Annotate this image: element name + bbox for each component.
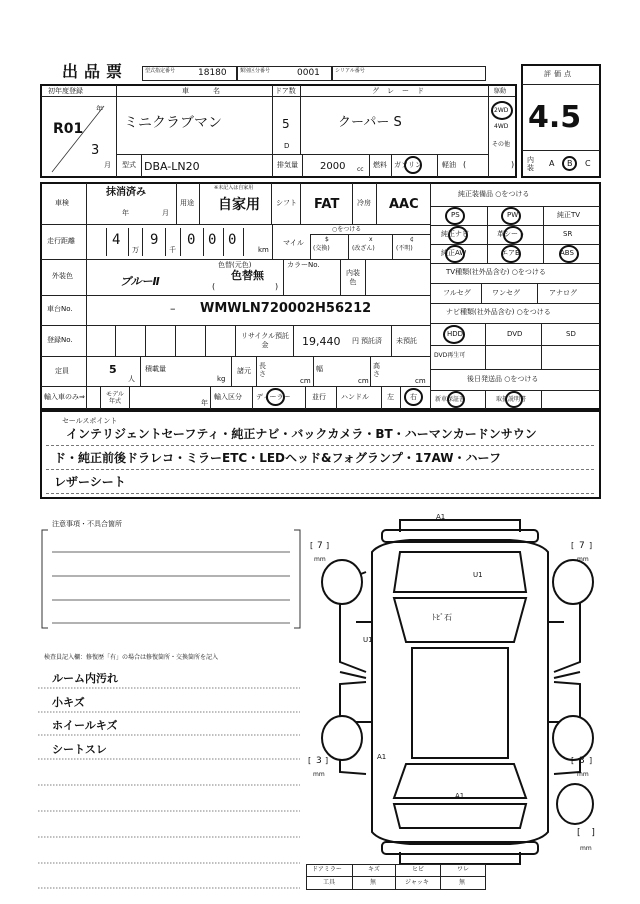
later-title: 後日発送品 ○をつける [467, 375, 539, 383]
equipment-title: 純正装備品 ○をつける [458, 190, 530, 198]
dim-width: 幅 [316, 365, 323, 373]
equip-airbag-circle [501, 245, 521, 263]
tire-fl-close: ] [326, 541, 330, 550]
serial-label: シリアル番号 [335, 68, 365, 74]
model-label: 型式 [122, 161, 136, 169]
doors-label: ドア数 [275, 87, 296, 95]
dim-width-cm: cm [358, 377, 369, 385]
tire-rl-open: [ [308, 756, 312, 765]
sales-line-1: インテリジェントセーフティ・純正ナビ・バックカメラ・BT・ハーマンカードンサウン [66, 427, 537, 441]
dims-label: 諸元 [237, 367, 251, 375]
equip-ps-circle [445, 207, 465, 225]
import-dealer: ディーラー [256, 393, 291, 401]
capacity-label: 定員 [55, 367, 69, 375]
sales-points-label: セールスポイント [62, 417, 118, 425]
tool-label-2: 無 [370, 879, 377, 886]
equip-leather: 革シート [497, 230, 525, 238]
equip-navi-circle [448, 226, 468, 244]
drive-2wd-circle [491, 101, 513, 120]
equip-aw: 純正AW [441, 249, 467, 257]
tire-fl-mm: mm [314, 556, 326, 563]
handle-left: 左 [387, 393, 394, 401]
later-warranty-circle [447, 391, 465, 408]
mark-rear: A1 [455, 792, 465, 800]
recycle-deposited: 預託済 [361, 337, 382, 345]
dealer-circle [266, 388, 285, 406]
inspector-label: 検査員記入欄：修復歴「有」の場合は修復箇所・交換箇所を記入 [44, 654, 219, 661]
capacity-value: 5 [109, 363, 117, 376]
paren-close-1: ) [511, 160, 515, 169]
tool-header-4: ワレ [457, 866, 470, 873]
first-reg-month: 3 [91, 143, 100, 158]
interior-color-label: 内装色 [346, 269, 360, 286]
color-label: 外装色 [52, 272, 73, 280]
equip-pw: PW [507, 211, 519, 219]
fuel-value: ガソリン [394, 161, 422, 169]
mark-left-front: U1 [363, 636, 373, 644]
recycle-unit: 円 [352, 337, 359, 345]
class-no-label: 類別区分番号 [240, 68, 271, 74]
paren-open-1: ( [463, 160, 467, 169]
month-unit: 月 [104, 161, 111, 169]
mileage-sen: 千 [169, 246, 176, 254]
first-reg-label: 初年度登録 [48, 87, 83, 95]
later-warranty: 新車保証書 [435, 396, 466, 403]
tool-header-1: ドアミラー [312, 866, 342, 873]
year-unit: 年 [96, 105, 103, 113]
repaint-label: 色替(元色) [218, 261, 252, 269]
equip-tv: 純正TV [557, 211, 581, 219]
navi-title: ナビ種類(社外品含む) ○をつける [446, 308, 551, 316]
equip-ps: PS [451, 211, 460, 219]
inspector-lines [38, 685, 303, 895]
chassis-dash: – [170, 302, 176, 315]
equip-abs: ABS [560, 249, 574, 257]
import-class-label: 輸入区分 [214, 393, 242, 401]
mileage-km: km [258, 246, 269, 254]
chassis-value: WMWLN720002H56212 [200, 301, 372, 316]
navi-dvd: DVD [507, 330, 523, 338]
mark-front: A1 [436, 513, 446, 521]
ac-value: AAC [389, 197, 419, 212]
type-no-label: 型式指定番号 [145, 68, 176, 74]
tire-rr: 3 [579, 756, 585, 766]
equip-sr: SR [563, 230, 573, 238]
tv-full: フルセグ [443, 289, 471, 297]
shift-value: FAT [314, 197, 340, 212]
car-diagram [320, 512, 595, 872]
odo-mark-unknown: ¢ [410, 236, 414, 243]
usage-value: 自家用 [218, 197, 260, 213]
load-label: 積載量 [145, 365, 166, 373]
tire-rr-mm: mm [577, 771, 589, 778]
displacement-label: 排気量 [277, 161, 298, 169]
handle-label: ハンドル [341, 393, 369, 401]
inspector-entry-1: ルーム内汚れ [52, 672, 118, 685]
color-value: ブルーⅡ [120, 275, 160, 288]
tv-title: TV種類(社外品含む) ○をつける [446, 268, 546, 276]
mile-label: マイル [283, 239, 304, 247]
tool-header-2: キズ [368, 866, 380, 873]
recycle-amount: 19,440 [302, 335, 341, 348]
notes-label: 注意事項・不具合箇所 [52, 520, 122, 528]
sales-line-3: レザーシート [54, 475, 126, 489]
repaint-paren-open: ( [212, 282, 216, 291]
shift-label: シフト [276, 199, 297, 207]
model-year-unit: 年 [201, 399, 208, 407]
displacement-value: 2000 [320, 161, 346, 172]
repaint-value: 色替無 [231, 269, 264, 282]
interior-b-circle [562, 156, 577, 171]
odo-label-exchange: (交換) [313, 245, 330, 252]
mileage-man: 万 [132, 246, 139, 254]
recycle-not-deposited: 未預託 [396, 337, 417, 345]
spare-tire-mm: mm [580, 845, 592, 852]
class-no-value: 0001 [297, 68, 320, 78]
inspector-entry-3: ホイールキズ [52, 719, 118, 732]
score-value: 4.5 [528, 100, 582, 135]
inspection-label: 車検 [55, 199, 69, 207]
mileage-digit-2: 9 [150, 232, 159, 248]
inspection-status: 抹消済み [106, 187, 146, 198]
equip-aw-circle [445, 245, 465, 263]
equip-pw-circle [501, 207, 521, 225]
inspector-entry-4: シートスレ [52, 743, 107, 756]
tire-fr-open: [ [571, 541, 575, 550]
inspection-year-unit: 年 [122, 209, 129, 217]
score-label: 評価点 [544, 70, 574, 78]
mileage-digit-1: 4 [112, 232, 121, 248]
model-value: DBA-LN20 [144, 160, 200, 173]
fuel-circle [404, 156, 422, 174]
equip-navi: 純正ナビ [441, 230, 469, 238]
tv-analog: アナログ [549, 289, 577, 297]
mileage-digit-5: 0 [228, 232, 237, 248]
odo-label-unknown: (不明) [396, 245, 413, 252]
tool-label-1: 工具 [323, 879, 336, 886]
spare-tire-paren: [ ] [577, 828, 599, 838]
fuel-label: 燃料 [373, 161, 387, 169]
ac-label: 冷房 [357, 199, 371, 207]
mark-bonnet: U1 [473, 571, 483, 579]
dim-height-cm: cm [415, 377, 426, 385]
odo-mark-exchange: $ [325, 236, 329, 243]
interior-grade-b: B [567, 159, 573, 168]
car-name-value: ミニクラブマン [124, 115, 222, 131]
notes-bracket [40, 528, 302, 630]
sales-line-2: ド・純正前後ドラレコ・ミラーETC・LEDヘッド&フォグランプ・17AW・ハーフ [54, 451, 501, 465]
later-manual: 取扱説明書 [496, 396, 527, 403]
capacity-unit: 人 [128, 375, 135, 383]
mileage-digit-4: 0 [208, 232, 217, 248]
handle-right: 右 [410, 393, 417, 401]
dim-length-cm: cm [300, 377, 311, 385]
repaint-paren-close: ) [275, 282, 279, 291]
car-name-label: 車名 [182, 87, 244, 95]
mileage-circle-note: ○をつける [332, 226, 362, 233]
mark-left-rear: A1 [377, 753, 387, 761]
drive-other: その他 [492, 141, 511, 148]
navi-sd: SD [566, 330, 576, 338]
import-parallel: 並行 [312, 393, 326, 401]
equip-leather-circle [503, 226, 523, 244]
mileage-label: 走行距離 [47, 237, 75, 245]
color-no-label: カラーNo. [287, 261, 320, 269]
handle-right-circle [404, 388, 423, 406]
drive-4wd: 4WD [494, 123, 509, 130]
import-label: 輸入車のみ⇒ [44, 393, 85, 401]
tire-fr-mm: mm [577, 556, 589, 563]
load-kg: kg [217, 375, 226, 383]
light-oil-label: 軽油 [442, 161, 456, 169]
type-no-value: 18180 [198, 68, 227, 78]
tire-fr-close: ] [589, 541, 593, 550]
drive-label: 駆動 [494, 88, 507, 95]
interior-grade-a: A [549, 159, 555, 168]
doors-value: 5 [282, 117, 290, 131]
inspector-entry-2: 小キズ [52, 696, 85, 709]
tire-fl-open: [ [310, 541, 314, 550]
dim-height: 高さ [373, 362, 380, 378]
grade-value: クーパー S [338, 115, 402, 130]
usage-label: 用途 [180, 199, 194, 207]
tire-fl: 7 [317, 541, 323, 551]
navi-hdd-circle [443, 325, 465, 344]
drive-2wd: 2WD [494, 107, 509, 114]
cc-unit: cc [357, 166, 364, 173]
first-reg-year: R01 [53, 121, 84, 137]
later-manual-circle [505, 391, 523, 408]
tire-rl-mm: mm [313, 771, 325, 778]
tire-fr: 7 [579, 541, 585, 551]
usage-note: ※未記入は自家用 [214, 185, 254, 191]
tool-label-3: ジャッキ [405, 879, 429, 886]
equip-abs-circle [559, 245, 579, 263]
equip-airbag: エアB [501, 249, 520, 257]
inspection-month-unit: 月 [162, 209, 169, 217]
interior-grade-c: C [585, 159, 591, 168]
door-unit: D [284, 142, 290, 150]
odo-label-tamper: (改ざん) [352, 245, 375, 252]
tool-label-4: 無 [459, 879, 466, 886]
registration-label: 登録No. [47, 336, 73, 344]
recycle-label: リサイクル預託金 [240, 332, 290, 349]
model-year-label: モデル年式 [106, 391, 124, 405]
grade-label: グレード [372, 87, 432, 95]
page-title: 出品票 [62, 62, 129, 81]
tire-rl-close: ] [325, 756, 329, 765]
mark-windshield: ﾄﾋﾞ石 [432, 613, 452, 622]
odo-mark-tamper: x [369, 236, 373, 243]
tire-rr-open: [ [571, 756, 575, 765]
tv-one: ワンセグ [492, 289, 520, 297]
tire-rr-close: ] [589, 756, 593, 765]
dvd-play-label: DVD再生可 [434, 352, 466, 359]
mileage-digit-3: 0 [187, 232, 196, 248]
interior-label: 内装 [527, 156, 534, 172]
tire-rl: 3 [316, 756, 322, 766]
navi-hdd: HDD [447, 330, 464, 338]
tool-header-3: ヒビ [412, 866, 425, 873]
chassis-label: 車台No. [47, 305, 73, 313]
dim-length: 長さ [259, 362, 266, 378]
